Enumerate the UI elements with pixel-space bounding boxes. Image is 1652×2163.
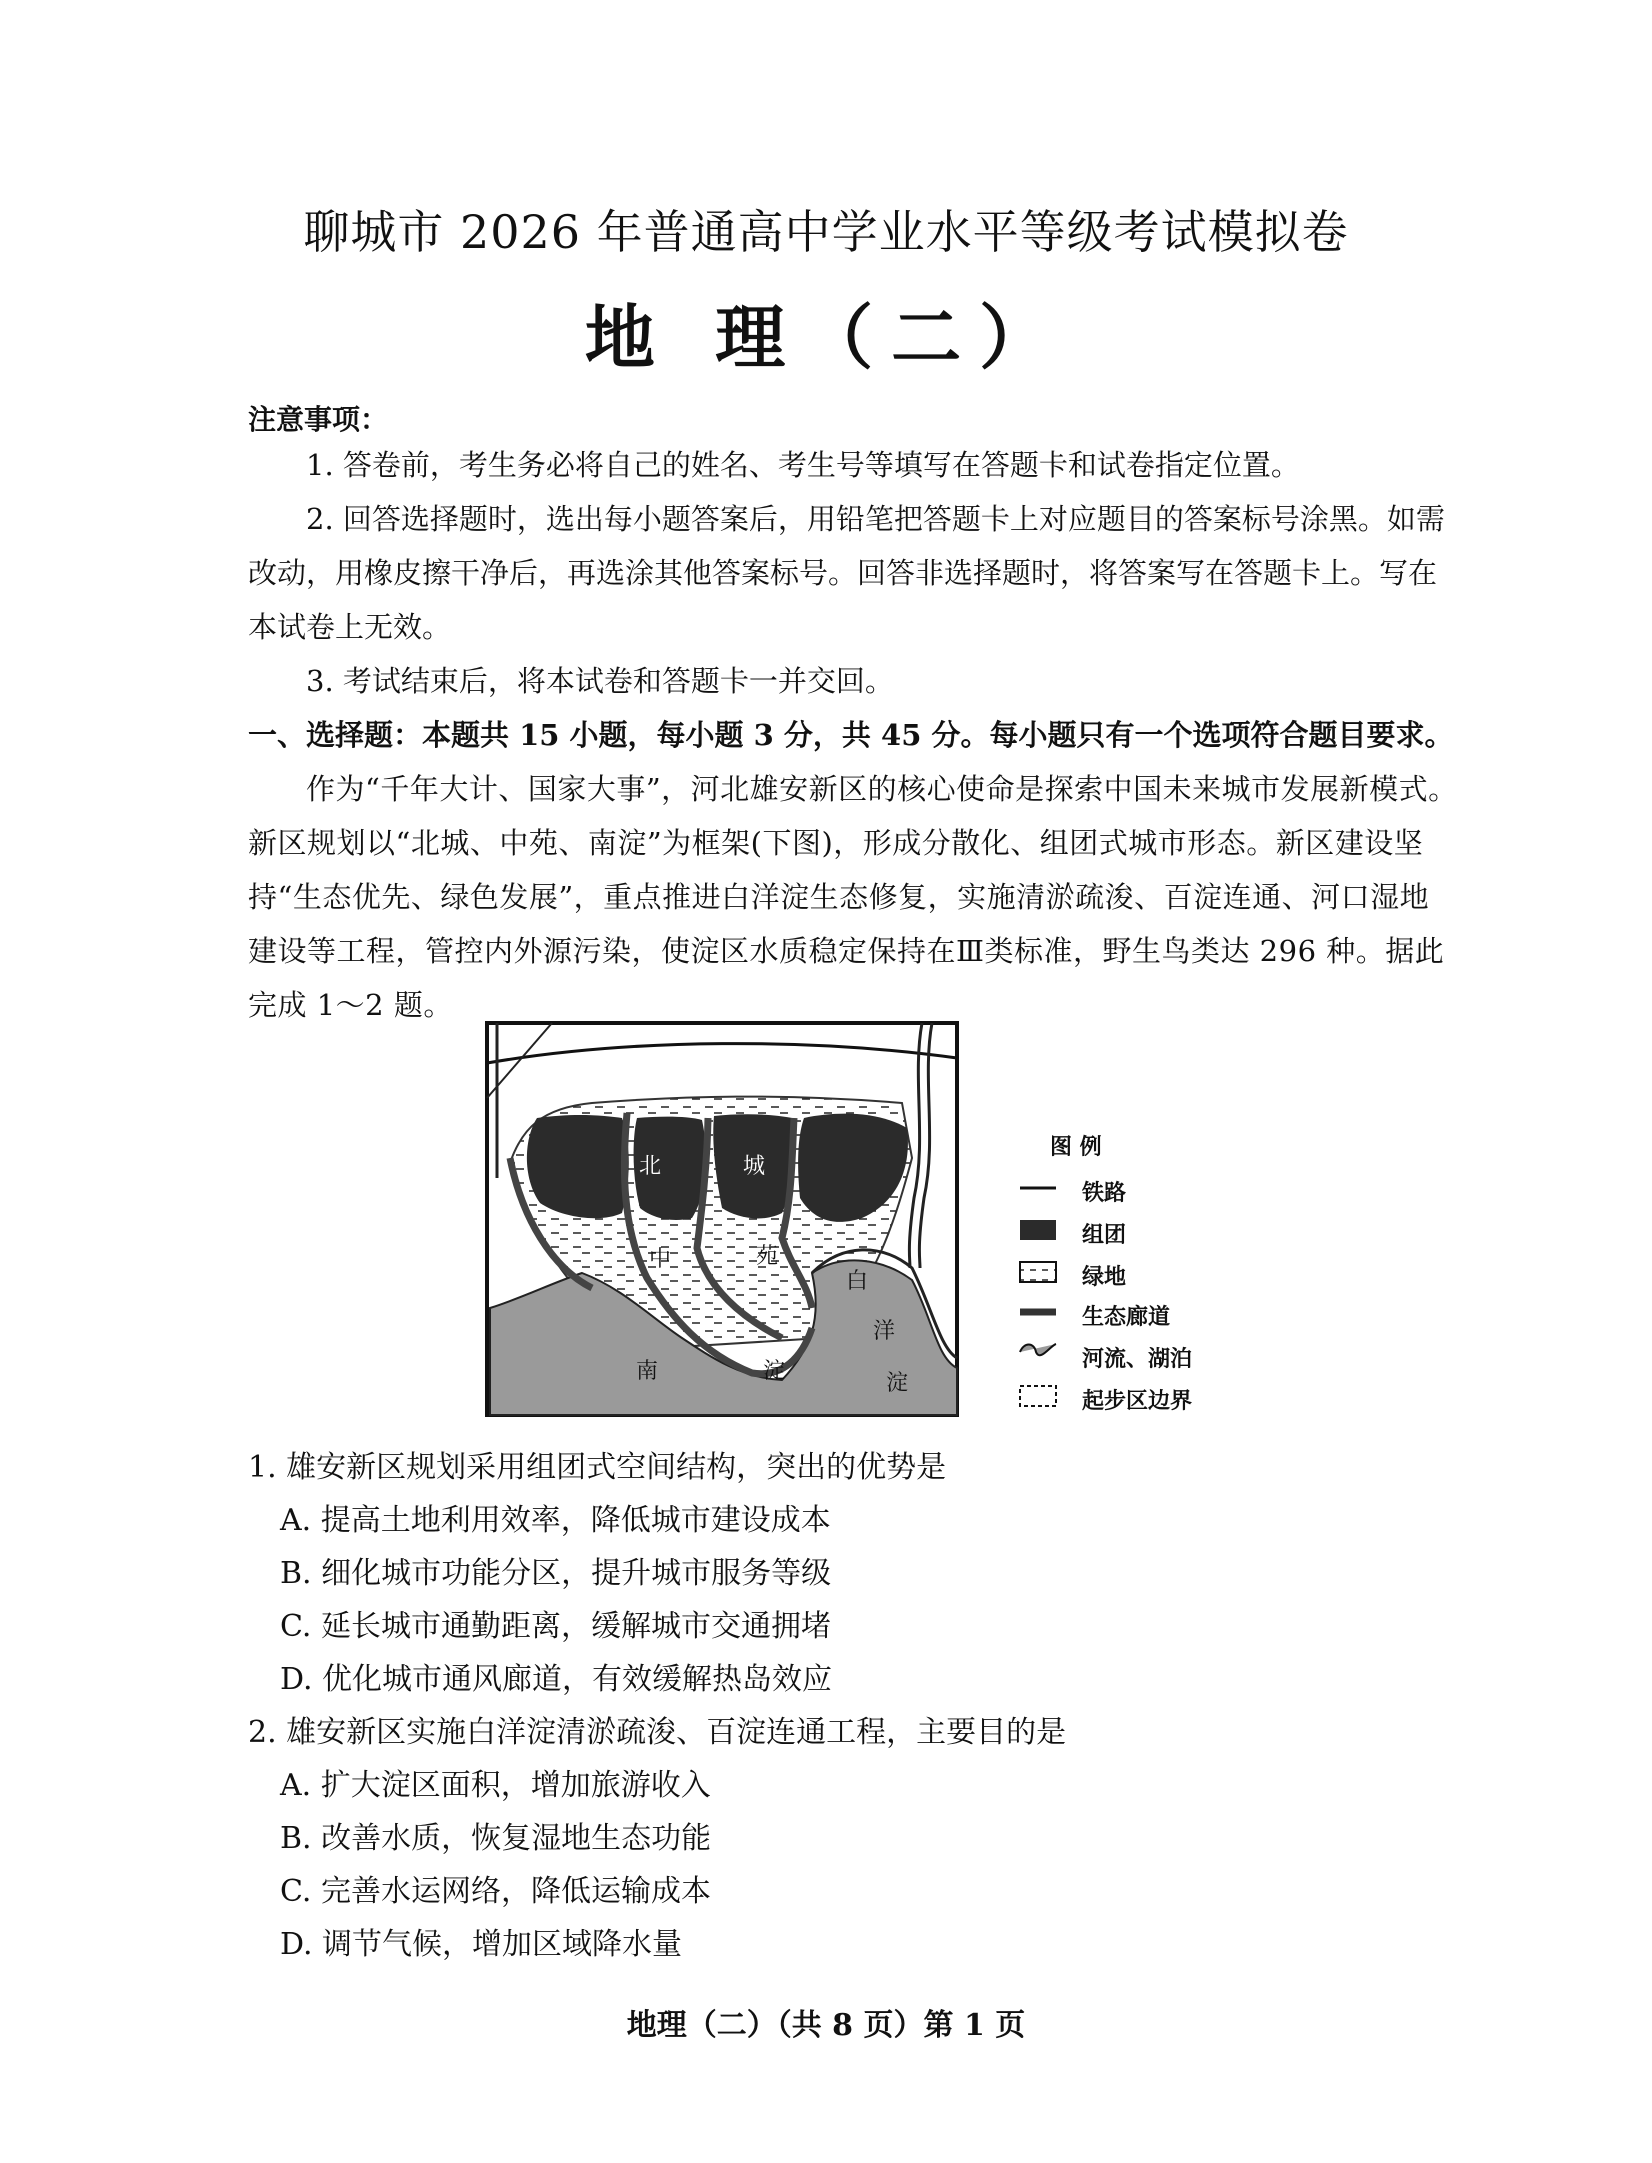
legend-symbols [1016,1176,1060,1416]
legend-river-symbol [1020,1344,1056,1355]
xiongan-map [482,1018,962,1420]
legend-railway: 铁路 [1082,1181,1127,1206]
question-2-stem: 2. 雄安新区实施白洋淀清淤疏浚、百淀连通工程，主要目的是 [248,1715,1067,1750]
question-2-option-d: D. 调节气候，增加区域降水量 [280,1927,683,1962]
question-2-option-b: B. 改善水质，恢复湿地生态功能 [280,1821,712,1856]
label-dian-1: 淀 [762,1359,786,1384]
legend-boundary: 起步区边界 [1082,1389,1193,1414]
legend-title: 图 例 [1050,1135,1102,1160]
notice-item-3: 3. 考试结束后，将本试卷和答题卡一并交回。 [306,664,894,698]
section-heading: 一、选择题：本题共 15 小题，每小题 3 分，共 45 分。每小题只有一个选项符合题目要求。 [248,718,1454,752]
label-nan: 南 [635,1359,659,1384]
passage: 作为“千年大计、国家大事”，河北雄安新区的核心使命是探索中国未来城市发展新模式。新区规划以“北城、中苑、南淀”为框架(下图)，形成分散化、组团式城市形态。新区建设坚持“生态优先、绿色发展”，重点推进白洋淀生态修复，实施清淤疏浚、百淀连通、河口湿地建设等工程，管控内外源污染，使淀区水质稳定保持在Ⅲ类标准，野生鸟类达 296 种。据此完成 1～2 题。 [248,772,1458,1022]
legend-greenland-symbol [1020,1262,1056,1282]
exam-title: 聊城市 2026 年普通高中学业水平等级考试模拟卷 [303,205,1349,259]
label-yang: 洋 [872,1319,896,1344]
label-dian-2: 淀 [885,1371,909,1396]
question-1-option-c: C. 延长城市通勤距离，缓解城市交通拥堵 [280,1609,831,1644]
page-footer: 地理（二）（共 8 页）第 1 页 [626,2008,1026,2043]
legend-corridor: 生态廊道 [1082,1305,1171,1330]
label-bei: 北 [638,1154,662,1179]
legend-cluster-symbol [1020,1220,1056,1240]
label-bai: 白 [845,1269,869,1294]
question-1-option-b: B. 细化城市功能分区，提升城市服务等级 [280,1556,832,1591]
notice-item-1: 1. 答卷前，考生务必将自己的姓名、考生号等填写在答题卡和试卷指定位置。 [306,448,1300,482]
question-1-option-d: D. 优化城市通风廊道，有效缓解热岛效应 [280,1662,833,1697]
question-1-stem: 1. 雄安新区规划采用组团式空间结构，突出的优势是 [248,1450,947,1485]
label-yuan: 苑 [755,1244,779,1269]
legend-cluster: 组团 [1082,1223,1127,1248]
cluster-west [527,1115,629,1218]
subject-title: 地 理（二） [584,296,1068,379]
question-2-option-a: A. 扩大淀区面积，增加旅游收入 [280,1768,711,1803]
legend-greenland: 绿地 [1082,1265,1127,1290]
legend-boundary-symbol [1020,1386,1056,1406]
legend-river-lake: 河流、湖泊 [1082,1347,1193,1372]
notice-item-2: 2. 回答选择题时，选出每小题答案后，用铅笔把答题卡上对应题目的答案标号涂黑。如需改动，用橡皮擦干净后，再选涂其他答案标号。回答非选择题时，将答案写在答题卡上。写在本试卷上无效。 [248,502,1445,644]
question-1-option-a: A. 提高土地利用效率，降低城市建设成本 [280,1503,831,1538]
label-cheng: 城 [742,1154,766,1179]
question-2-option-c: C. 完善水运网络，降低运输成本 [280,1874,711,1909]
notice-heading: 注意事项： [248,403,389,436]
label-zhong: 中 [648,1247,672,1272]
